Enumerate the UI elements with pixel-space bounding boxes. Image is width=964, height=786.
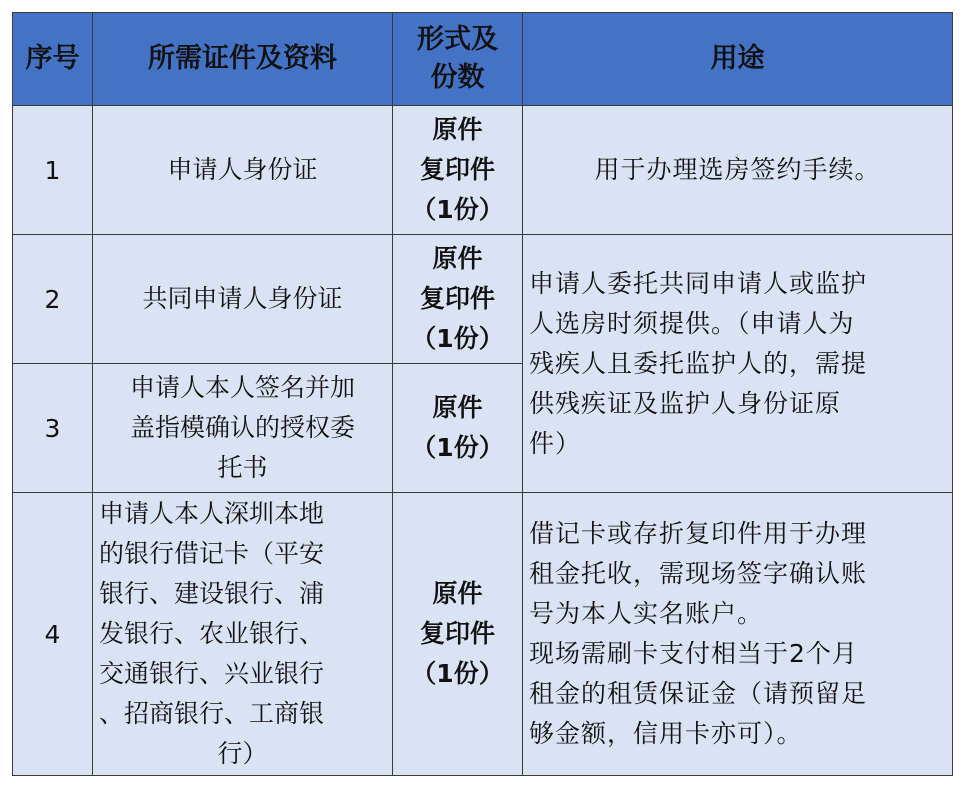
document-line: 银行、建设银行、浦 (99, 579, 325, 608)
form-line: 原件 (432, 579, 483, 608)
row-document (93, 364, 393, 493)
header-form-and-copies (393, 13, 523, 106)
purpose-line: 现场需刷卡支付相当于2个月 (529, 639, 858, 668)
document-line: 、招商银行、工商银 (99, 699, 325, 728)
row-document (93, 235, 393, 364)
document-line: 发银行、农业银行、 (99, 619, 325, 648)
requirements-table (12, 12, 953, 776)
table-row (13, 106, 953, 235)
row-form (393, 364, 523, 493)
form-line: 原件 (432, 393, 483, 422)
row-number: 3 (13, 364, 93, 493)
purpose-line: 残疾人且委托监护人的，需提 (529, 348, 868, 378)
purpose-line: 租金的租赁保证金（请预留足 (529, 679, 868, 708)
row-number: 4 (13, 493, 93, 776)
document-line: 交通银行、兴业银行 (99, 659, 325, 688)
form-line: 复印件 (419, 284, 495, 313)
form-line: （1份） (411, 433, 504, 462)
document-line: 申请人本人签名并加 (129, 373, 355, 402)
row-purpose-merged (523, 235, 953, 493)
purpose-line: 号为本人实名账户。 (529, 599, 764, 628)
row-document (93, 493, 393, 776)
table-row (13, 493, 953, 776)
document-line: 托书 (217, 453, 268, 482)
form-line: 复印件 (419, 619, 495, 648)
row-form (393, 235, 523, 364)
form-line: 原件 (432, 244, 483, 273)
header-required-documents: 所需证件及资料 (93, 13, 393, 106)
header-serial-number: 序号 (13, 13, 93, 106)
purpose-line: 件） (529, 428, 582, 458)
purpose-line: 申请人委托共同申请人或监护 (529, 268, 868, 298)
purpose-line: 供残疾证及监护人身份证原 (529, 388, 842, 418)
row-document (93, 106, 393, 235)
form-line: （1份） (411, 324, 504, 353)
purpose-line: 借记卡或存折复印件用于办理 (529, 519, 868, 548)
document-line: 申请人本人深圳本地 (99, 499, 325, 528)
purpose-line: 用于办理选房签约手续。 (594, 155, 881, 184)
purpose-line: 租金托收，需现场签字确认账 (529, 559, 868, 588)
form-line: 原件 (432, 115, 483, 144)
form-line: 复印件 (419, 155, 495, 184)
document-line: 盖指模确认的授权委 (129, 413, 355, 442)
document-line: 的银行借记卡（平安 (99, 539, 325, 568)
row-form (393, 493, 523, 776)
row-number: 2 (13, 235, 93, 364)
table-row (13, 235, 953, 364)
header-purpose: 用途 (523, 13, 953, 106)
table-header-row (13, 13, 953, 106)
row-form (393, 106, 523, 235)
form-line: （1份） (411, 659, 504, 688)
document-line: 共同申请人身份证 (142, 284, 343, 313)
purpose-line: 人选房时须提供。（申请人为 (529, 308, 855, 338)
row-purpose (523, 106, 953, 235)
purpose-line: 够金额，信用卡亦可）。 (529, 719, 803, 748)
header-form-line2: 份数 (430, 62, 485, 93)
form-line: （1份） (411, 195, 504, 224)
row-purpose (523, 493, 953, 776)
header-form-line1: 形式及 (417, 24, 498, 55)
row-number: 1 (13, 106, 93, 235)
document-line: 申请人身份证 (167, 155, 318, 184)
document-line: 行） (217, 739, 268, 768)
